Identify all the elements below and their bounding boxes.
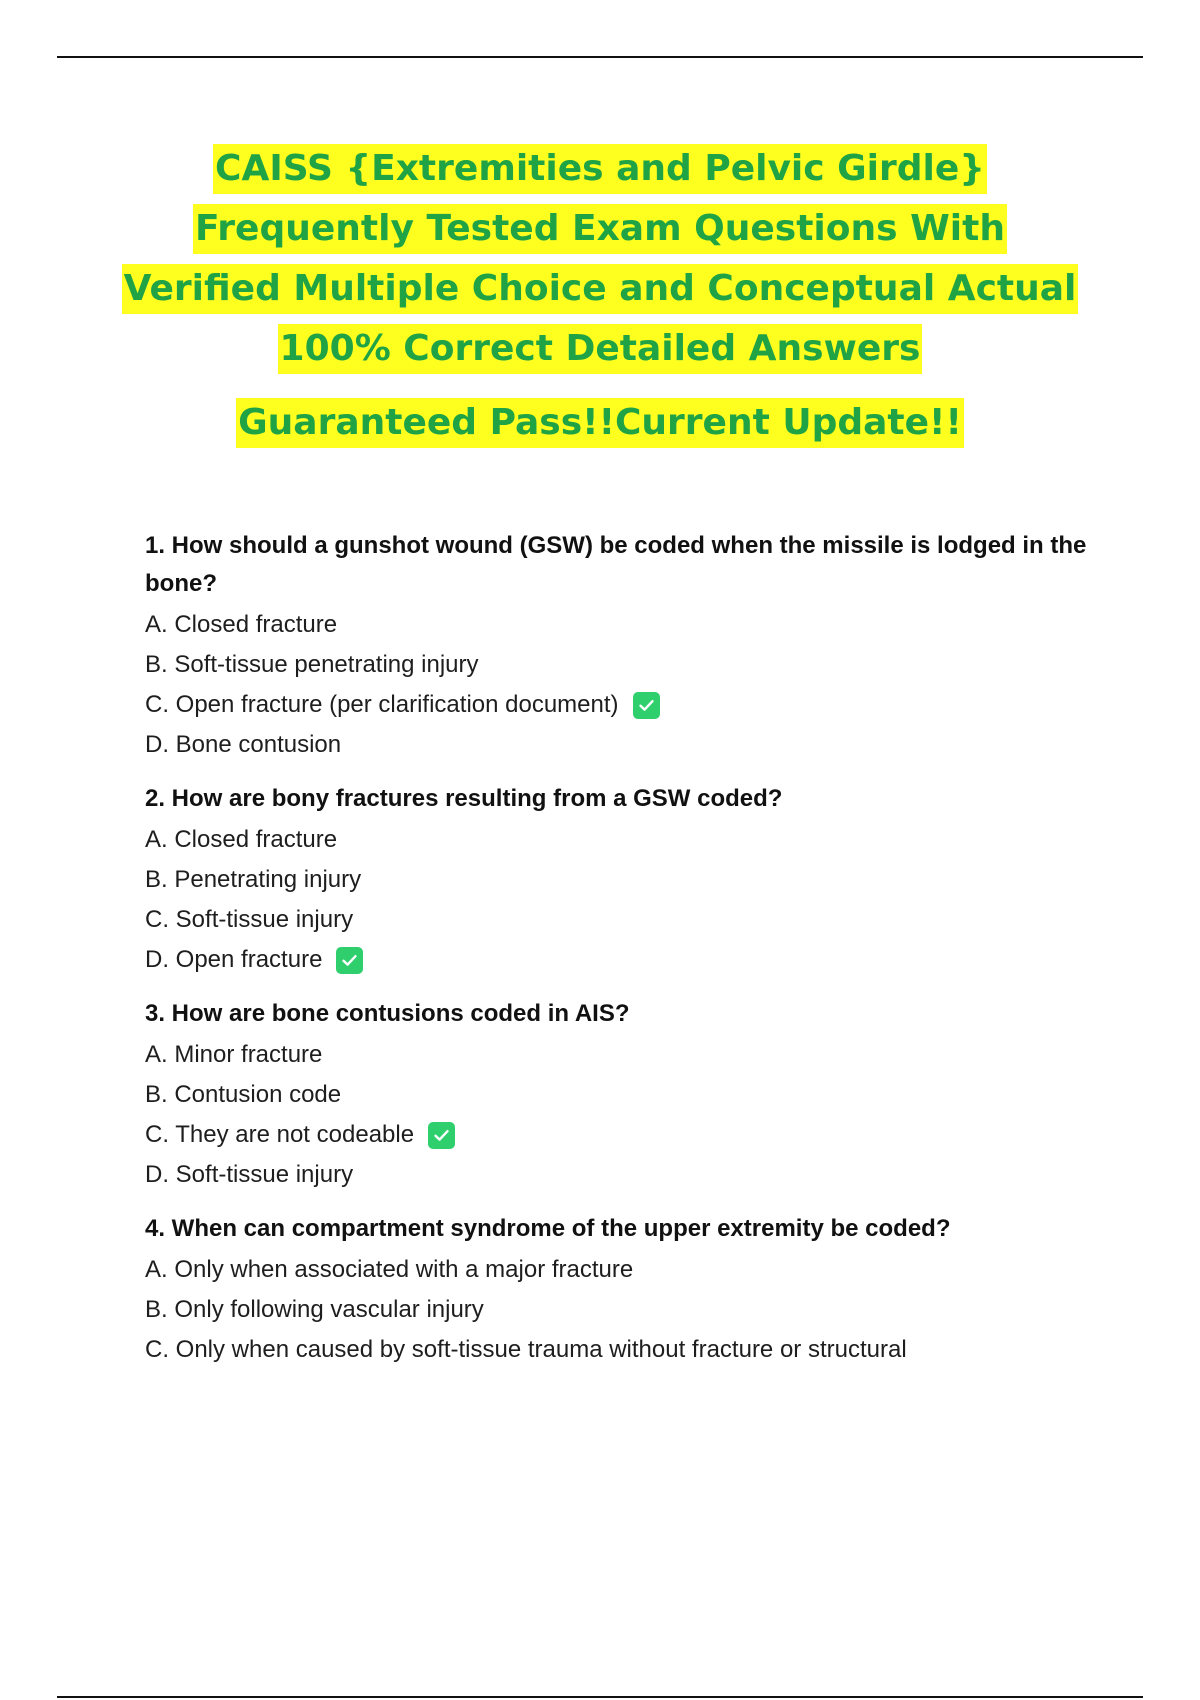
title-line-1: CAISS {Extremities and Pelvic Girdle}	[213, 144, 987, 194]
option-a	[145, 1035, 1105, 1075]
option-a	[145, 820, 1105, 860]
title-line-4: 100% Correct Detailed Answers	[278, 324, 923, 374]
option-a	[145, 605, 1105, 645]
question-list	[145, 527, 1105, 1385]
option-label: C. Soft-tissue injury	[145, 906, 354, 933]
option-label: C. They are not codeable	[145, 1121, 415, 1148]
question-text: 3. How are bone contusions coded in AIS?	[145, 1000, 630, 1027]
option-label: B. Only following vascular injury	[145, 1296, 484, 1323]
check-box-icon	[428, 1122, 455, 1149]
option-label: A. Closed fracture	[145, 826, 338, 853]
title-line-2: Frequently Tested Exam Questions With	[193, 204, 1007, 254]
option-b	[145, 645, 1105, 685]
option-label: B. Contusion code	[145, 1081, 342, 1108]
option-d	[145, 1155, 1105, 1195]
option-a	[145, 1250, 1105, 1290]
document-title	[0, 144, 1200, 458]
question-text: 4. When can compartment syndrome of the upper extremity be coded?	[145, 1215, 951, 1242]
option-label: A. Minor fracture	[145, 1041, 323, 1068]
option-c	[145, 900, 1105, 940]
title-line-3: Verified Multiple Choice and Conceptual Actual	[122, 264, 1079, 314]
question-text: 1. How should a gunshot wound (GSW) be coded when the missile is lodged in the bone?	[145, 532, 1087, 597]
title-line-5: Guaranteed Pass!!Current Update!!	[236, 398, 964, 448]
option-label: D. Open fracture	[145, 946, 323, 973]
option-label: D. Soft-tissue injury	[145, 1161, 354, 1188]
option-label: C. Open fracture (per clarification document)	[145, 691, 619, 718]
top-rule	[57, 56, 1143, 58]
question-3	[145, 995, 1105, 1195]
option-label: A. Closed fracture	[145, 611, 338, 638]
question-text: 2. How are bony fractures resulting from a GSW coded?	[145, 785, 783, 812]
question-1	[145, 527, 1105, 765]
option-c	[145, 685, 1105, 725]
check-box-icon	[633, 692, 660, 719]
option-d	[145, 940, 1105, 980]
option-label: A. Only when associated with a major fracture	[145, 1256, 634, 1283]
option-d	[145, 725, 1105, 765]
option-label: D. Bone contusion	[145, 731, 342, 758]
option-label: B. Soft-tissue penetrating injury	[145, 651, 479, 678]
check-box-icon	[336, 947, 363, 974]
option-label: B. Penetrating injury	[145, 866, 362, 893]
question-2	[145, 780, 1105, 980]
bottom-rule	[57, 1696, 1143, 1698]
option-c	[145, 1330, 1105, 1370]
option-b	[145, 860, 1105, 900]
option-c	[145, 1115, 1105, 1155]
question-4	[145, 1210, 1105, 1370]
option-b	[145, 1290, 1105, 1330]
option-label: C. Only when caused by soft-tissue trauma without fracture or structural	[145, 1336, 907, 1363]
option-b	[145, 1075, 1105, 1115]
